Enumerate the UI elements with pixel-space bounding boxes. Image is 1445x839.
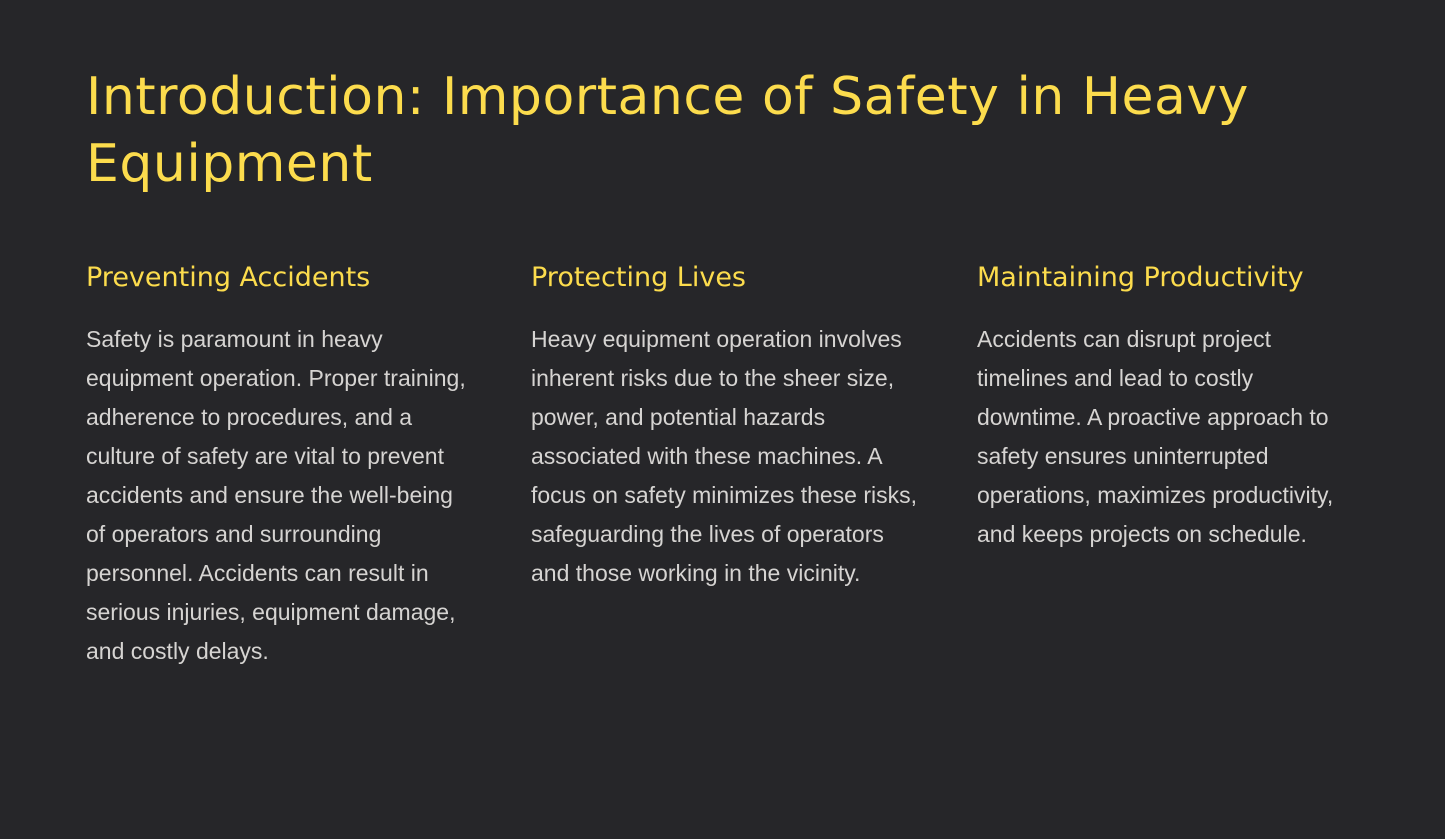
column-heading: Protecting Lives <box>531 262 746 293</box>
column-heading: Maintaining Productivity <box>977 262 1304 293</box>
column-body: Accidents can disrupt project timelines and lead to costly downtime. A proactive approach to safety ensures uninterrupted operations, maximizes productivity, and keeps projects on schedule. <box>977 326 1334 547</box>
column-body: Safety is paramount in heavy equipment operation. Proper training, adherence to procedures, and a culture of safety are vital to prevent accidents and ensure the well-being of operators and surrounding personnel. Accidents can result in serious injuries, equipment damage, and costly delays. <box>86 326 466 664</box>
slide-title: Introduction: Importance of Safety in Heavy Equipment <box>86 67 1249 194</box>
column-maintaining-productivity <box>977 258 1361 554</box>
column-heading: Preventing Accidents <box>86 262 371 293</box>
column-preventing-accidents <box>86 258 474 671</box>
column-body: Heavy equipment operation involves inherent risks due to the sheer size, power, and potential hazards associated with these machines. A focus on safety minimizes these risks, safeguarding the lives of operators and those working in the vicinity. <box>531 326 918 586</box>
column-protecting-lives <box>531 258 921 593</box>
